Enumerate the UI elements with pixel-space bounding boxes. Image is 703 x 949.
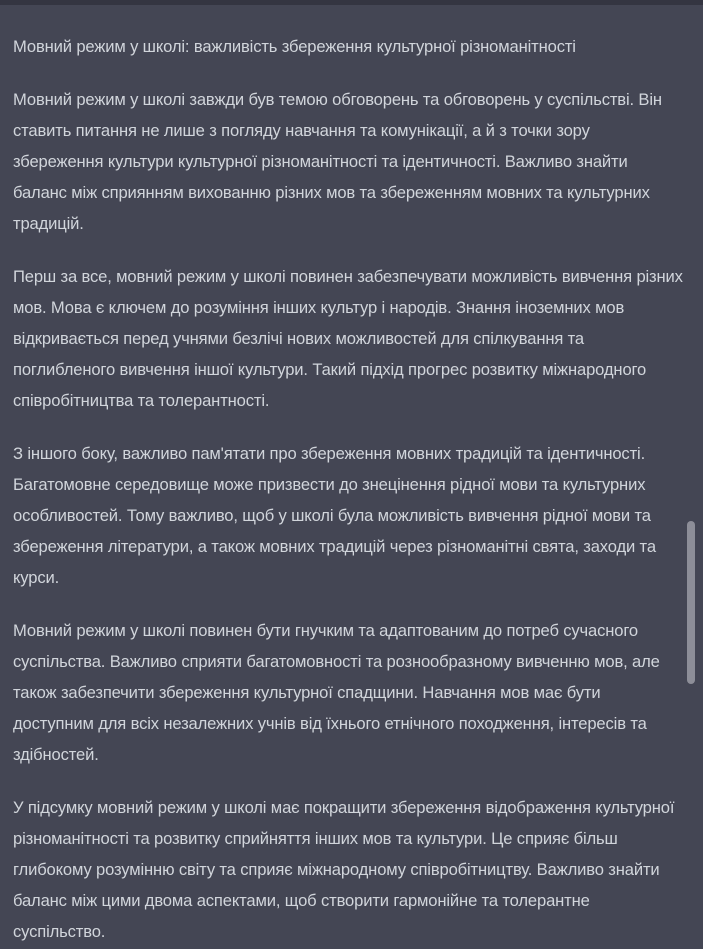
message-paragraph-3: З іншого боку, важливо пам'ятати про збереження мовних традицій та ідентичності. Багатомовне середовище може призвести до знецінення рідної мови та культурних особливостей. Тому важливо, щоб у школі була можливість вивчення рідної мови та збереження літератури, а також мовних традицій через різноманітні свята, заходи та курси. bbox=[13, 444, 656, 587]
message-paragraph-4: Мовний режим у школі повинен бути гнучким та адаптованим до потреб сучасного суспільства. Важливо сприяти багатомовності та рознообразному вивченню мов, але також забезпечити збереження культурної спадщини. Навчання мов має бути доступним для всіх незалежних учнів від їхнього етнічного походження, інтересів та здібностей. bbox=[13, 621, 660, 764]
message-paragraph-1: Мовний режим у школі завжди був темою обговорень та обговорень у суспільстві. Він ставить питання не лише з погляду навчання та комунікації, а й з точки зору збереження культури культурної різноманітності та ідентичності. Важливо знайти баланс між сприянням вихованню різних мов та збереженням мовних та культурних традицій. bbox=[13, 90, 662, 233]
assistant-message bbox=[13, 31, 683, 949]
message-paragraph-2: Перш за все, мовний режим у школі повинен забезпечувати можливість вивчення різних мов. Мова є ключем до розуміння інших культур і народів. Знання іноземних мов відкривається перед учнями безлічі нових можливостей для спілкування та поглибленого вивчення іншої культури. Такий підхід прогрес розвитку міжнародного співробітництва та толерантності. bbox=[13, 267, 683, 410]
message-paragraph-5: У підсумку мовний режим у школі має покращити збереження відображення культурної різноманітності та розвитку сприйняття інших мов та культури. Це сприяє більш глибокому розумінню світу та сприяє міжнародному співробітництву. Важливо знайти баланс між цими двома аспектами, щоб створити гармонійне та толерантне суспільство. bbox=[13, 798, 675, 941]
message-title: Мовний режим у школі: важливість збереження культурної різноманітності bbox=[13, 37, 576, 56]
vertical-scrollbar-thumb[interactable] bbox=[687, 521, 695, 684]
top-edge-divider bbox=[0, 0, 703, 5]
